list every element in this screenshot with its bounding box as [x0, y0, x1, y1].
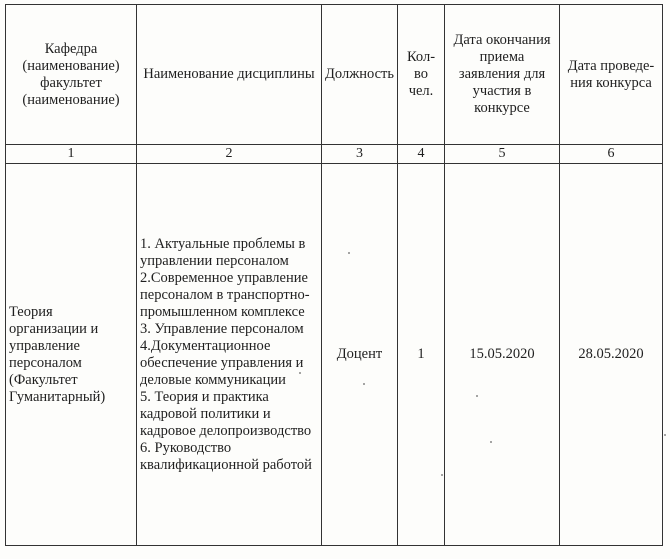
column-number: 3: [322, 145, 398, 164]
scan-speck: [348, 252, 350, 254]
scan-speck: [476, 395, 478, 397]
column-number: 4: [398, 145, 445, 164]
scan-speck: [664, 434, 666, 436]
department-cell: Теория организации и управление персоналом (Факультет Гуманитарный): [6, 164, 137, 546]
header-position: Должность: [322, 5, 398, 145]
header-discipline: Наименование дисциплины: [137, 5, 322, 145]
scan-speck: [441, 474, 443, 476]
scan-speck: [299, 372, 301, 374]
column-number-row: [6, 145, 663, 164]
discipline-item: 4.Документационное обеспечение управления и деловые коммуникации: [140, 337, 304, 388]
header-count: Кол-во чел.: [398, 5, 445, 145]
column-number: 5: [445, 145, 560, 164]
position-cell: Доцент: [322, 164, 398, 546]
scan-speck: [490, 441, 492, 443]
discipline-item: 1. Актуальные проблемы в управлении персоналом: [140, 235, 306, 269]
column-number: 2: [137, 145, 322, 164]
column-number: 6: [560, 145, 663, 164]
header-department: Кафедра (наименование) факультет (наименование): [6, 5, 137, 145]
discipline-item: 2.Современное управление персоналом в транспортно-промышленном комплексе: [140, 269, 310, 320]
header-application-deadline: Дата окончания приема заявления для участия в конкурсе: [445, 5, 560, 145]
scan-speck: [363, 383, 365, 385]
contest-date-cell: 28.05.2020: [560, 164, 663, 546]
table-header-row: [6, 5, 663, 145]
count-cell: 1: [398, 164, 445, 546]
application-deadline-cell: 15.05.2020: [445, 164, 560, 546]
header-contest-date: Дата проведе-ния конкурса: [560, 5, 663, 145]
competition-table: [5, 4, 663, 546]
column-number: 1: [6, 145, 137, 164]
discipline-item: 5. Теория и практика кадровой политики и кадровое делопроизводство: [140, 388, 312, 439]
table-row: [6, 164, 663, 546]
discipline-item: 6. Руководство квалификационной работой: [140, 439, 312, 473]
discipline-item: 3. Управление персоналом: [140, 320, 304, 337]
disciplines-cell: [137, 164, 322, 546]
